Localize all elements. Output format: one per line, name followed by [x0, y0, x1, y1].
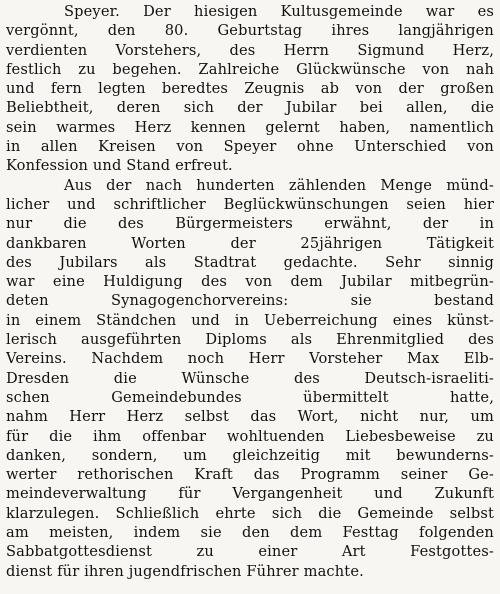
- article-line: des Jubilars als Stadtrat gedachte. Sehr sinnig: [6, 253, 494, 271]
- article-line: festlich zu begehen. Zahlreiche Glückwünsche von nah: [6, 60, 494, 78]
- article-line: Beliebtheit, deren sich der Jubilar bei allen, die: [6, 99, 494, 117]
- article-line: verdienten Vorstehers, des Herrn Sigmund Herz,: [6, 41, 494, 59]
- article-line: Vereins. Nachdem noch Herr Vorsteher Max Elb-: [6, 350, 494, 368]
- article-line: am meisten, indem sie den dem Festtag folgenden: [6, 524, 494, 542]
- article-line: lerisch ausgeführten Diploms als Ehrenmitglied des: [6, 331, 494, 349]
- article-line: Sabbatgottesdienst zu einer Art Festgottes-: [6, 543, 494, 561]
- newspaper-clipping: [6, 2, 494, 592]
- article-line: für die ihm offenbar wohltuenden Liebesbeweise zu: [6, 427, 494, 445]
- article-body: [6, 2, 494, 581]
- article-line: dienst für ihren jugendfrischen Führer machte.: [6, 562, 364, 580]
- article-line: in allen Kreisen von Speyer ohne Unterschied von: [6, 138, 494, 156]
- article-line: nahm Herr Herz selbst das Wort, nicht nur, um: [6, 408, 494, 426]
- article-line: meindeverwaltung für Vergangenheit und Zukunft: [6, 485, 494, 503]
- article-line: vergönnt, den 80. Geburtstag ihres langjährigen: [6, 22, 494, 40]
- article-line: Aus der nach hunderten zählenden Menge münd-: [64, 176, 494, 194]
- article-line: Konfession und Stand erfreut.: [6, 157, 233, 175]
- article-line: werter rethorischen Kraft das Programm seiner Ge-: [6, 466, 494, 484]
- article-line: danken, sondern, um gleichzeitig mit bewunderns-: [6, 446, 494, 464]
- article-line: deten Synagogenchorvereins: sie bestand: [6, 292, 494, 310]
- article-line: Speyer. Der hiesigen Kultusgemeinde war es: [64, 3, 494, 20]
- article-line: dankbaren Worten der 25jährigen Tätigkeit: [6, 234, 494, 252]
- article-line: war eine Huldigung des von dem Jubilar mitbegrün-: [6, 273, 494, 291]
- article-line: Dresden die Wünsche des Deutsch-israeliti-: [6, 369, 494, 387]
- article-line: licher und schriftlicher Beglückwünschungen seien hier: [6, 195, 494, 213]
- article-line: klarzulegen. Schließlich ehrte sich die Gemeinde selbst: [6, 504, 494, 522]
- article-line: sein warmes Herz kennen gelernt haben, namentlich: [6, 118, 494, 136]
- article-line: in einem Ständchen und in Ueberreichung eines künst-: [6, 311, 494, 329]
- article-line: nur die des Bürgermeisters erwähnt, der in: [6, 215, 494, 233]
- article-line: schen Gemeindebundes übermittelt hatte,: [6, 388, 494, 406]
- article-line: und fern legten beredtes Zeugnis ab von der großen: [6, 80, 494, 98]
